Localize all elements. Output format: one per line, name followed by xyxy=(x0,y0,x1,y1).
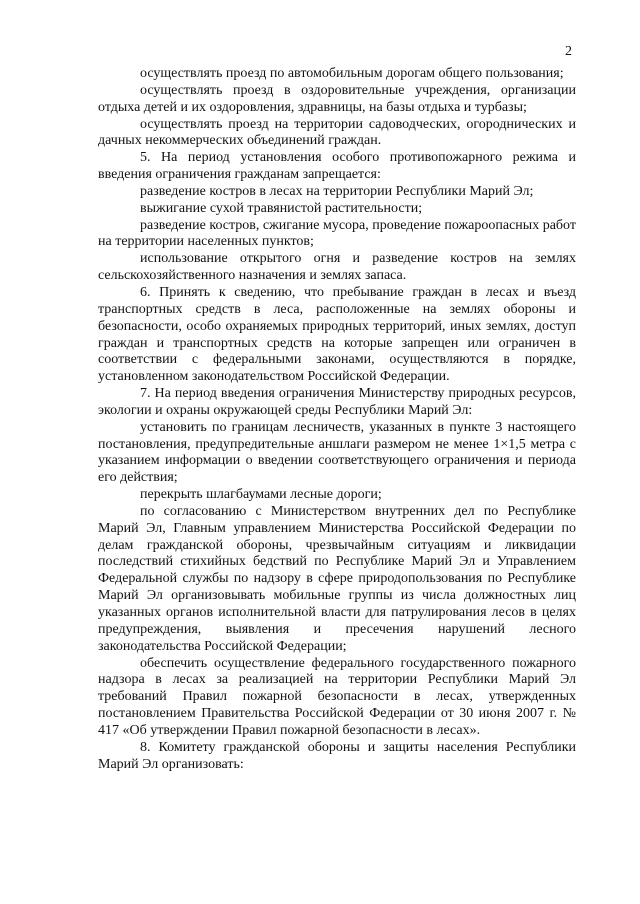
paragraph-no-fires-in-settlements: разведение костров, сжигание мусора, проведение пожароопасных работ на территории населенных пунктов; xyxy=(98,217,576,250)
paragraph-item-6: 6. Принять к сведению, что пребывание граждан в лесах и въезд транспортных средств в леса, расположенные на землях обороны и безопасности, особо охраняемых природных территорий, иных землях, доступ граждан и транспортных средств на которые запрещен или ограничен в соответствии с федеральными законами, осуществляются в порядке, установленном законодательством Российской Федерации. xyxy=(98,284,576,385)
page-number: 2 xyxy=(565,44,572,59)
paragraph-no-fires-in-forests: разведение костров в лесах на территории Республики Марий Эл; xyxy=(140,183,534,199)
paragraph-item-5: 5. На период установления особого противопожарного режима и введения ограничения гражданам запрещается: xyxy=(98,150,576,183)
paragraph-road-access: осуществлять проезд по автомобильным дорогам общего пользования; xyxy=(140,66,564,81)
paragraph-no-open-fire-agricultural-land: использование открытого огня и разведение костров на землях сельскохозяйственного назначения и землях запаса. xyxy=(98,251,576,284)
paragraph-block-forest-roads: перекрыть шлагбаумами лесные дороги; xyxy=(140,487,382,503)
paragraph-no-grass-burning: выжигание сухой травянистой растительности; xyxy=(140,200,423,216)
paragraph-health-facilities-access: осуществлять проезд в оздоровительные учреждения, организации отдыха детей и их оздоровления, здравницы, на базы отдыха и турбазы; xyxy=(98,82,576,115)
paragraph-fire-supervision: обеспечить осуществление федерального государственного пожарного надзора в лесах за реализацией на территории Республики Марий Эл требований Правил пожарной безопасности в лесах, утвержденных постановлением Правительства Российской Федерации от 30 июня 2007 г. № 417 «Об утверждении Правил пожарной безопасности в лесах». xyxy=(98,655,576,738)
paragraph-warning-signs: установить по границам лесничеств, указанных в пункте 3 настоящего постановления, предупредительные аншлаги размером не менее 1×1,5 метра с указанием информации о введении соответствующего ограничения и периода его действия; xyxy=(98,419,576,486)
document-body xyxy=(98,66,576,773)
paragraph-mobile-patrol-groups: по согласованию с Министерством внутренних дел по Республике Марий Эл, Главным управлением Министерства Российской Федерации по делам гражданской обороны, чрезвычайным ситуациям и ликвидации последствий стихийных бедствий по Республике Марий Эл и Управлением Федеральной службы по надзору в сфере природопользования по Республике Марий Эл организовывать мобильные группы из числа должностных лиц указанных органов исполнительной власти для патрулирования лесов в целях предупреждения, выявления и пресечения нарушений лесного законодательства Российской Федерации; xyxy=(98,503,576,654)
paragraph-item-7: 7. На период введения ограничения Министерству природных ресурсов, экологии и охраны окружающей среды Республики Марий Эл: xyxy=(98,386,576,418)
paragraph-gardening-associations-access: осуществлять проезд на территории садоводческих, огороднических и дачных некоммерческих объединений граждан. xyxy=(98,116,576,149)
paragraph-item-8: 8. Комитету гражданской обороны и защиты населения Республики Марий Эл организовать: xyxy=(98,739,576,772)
